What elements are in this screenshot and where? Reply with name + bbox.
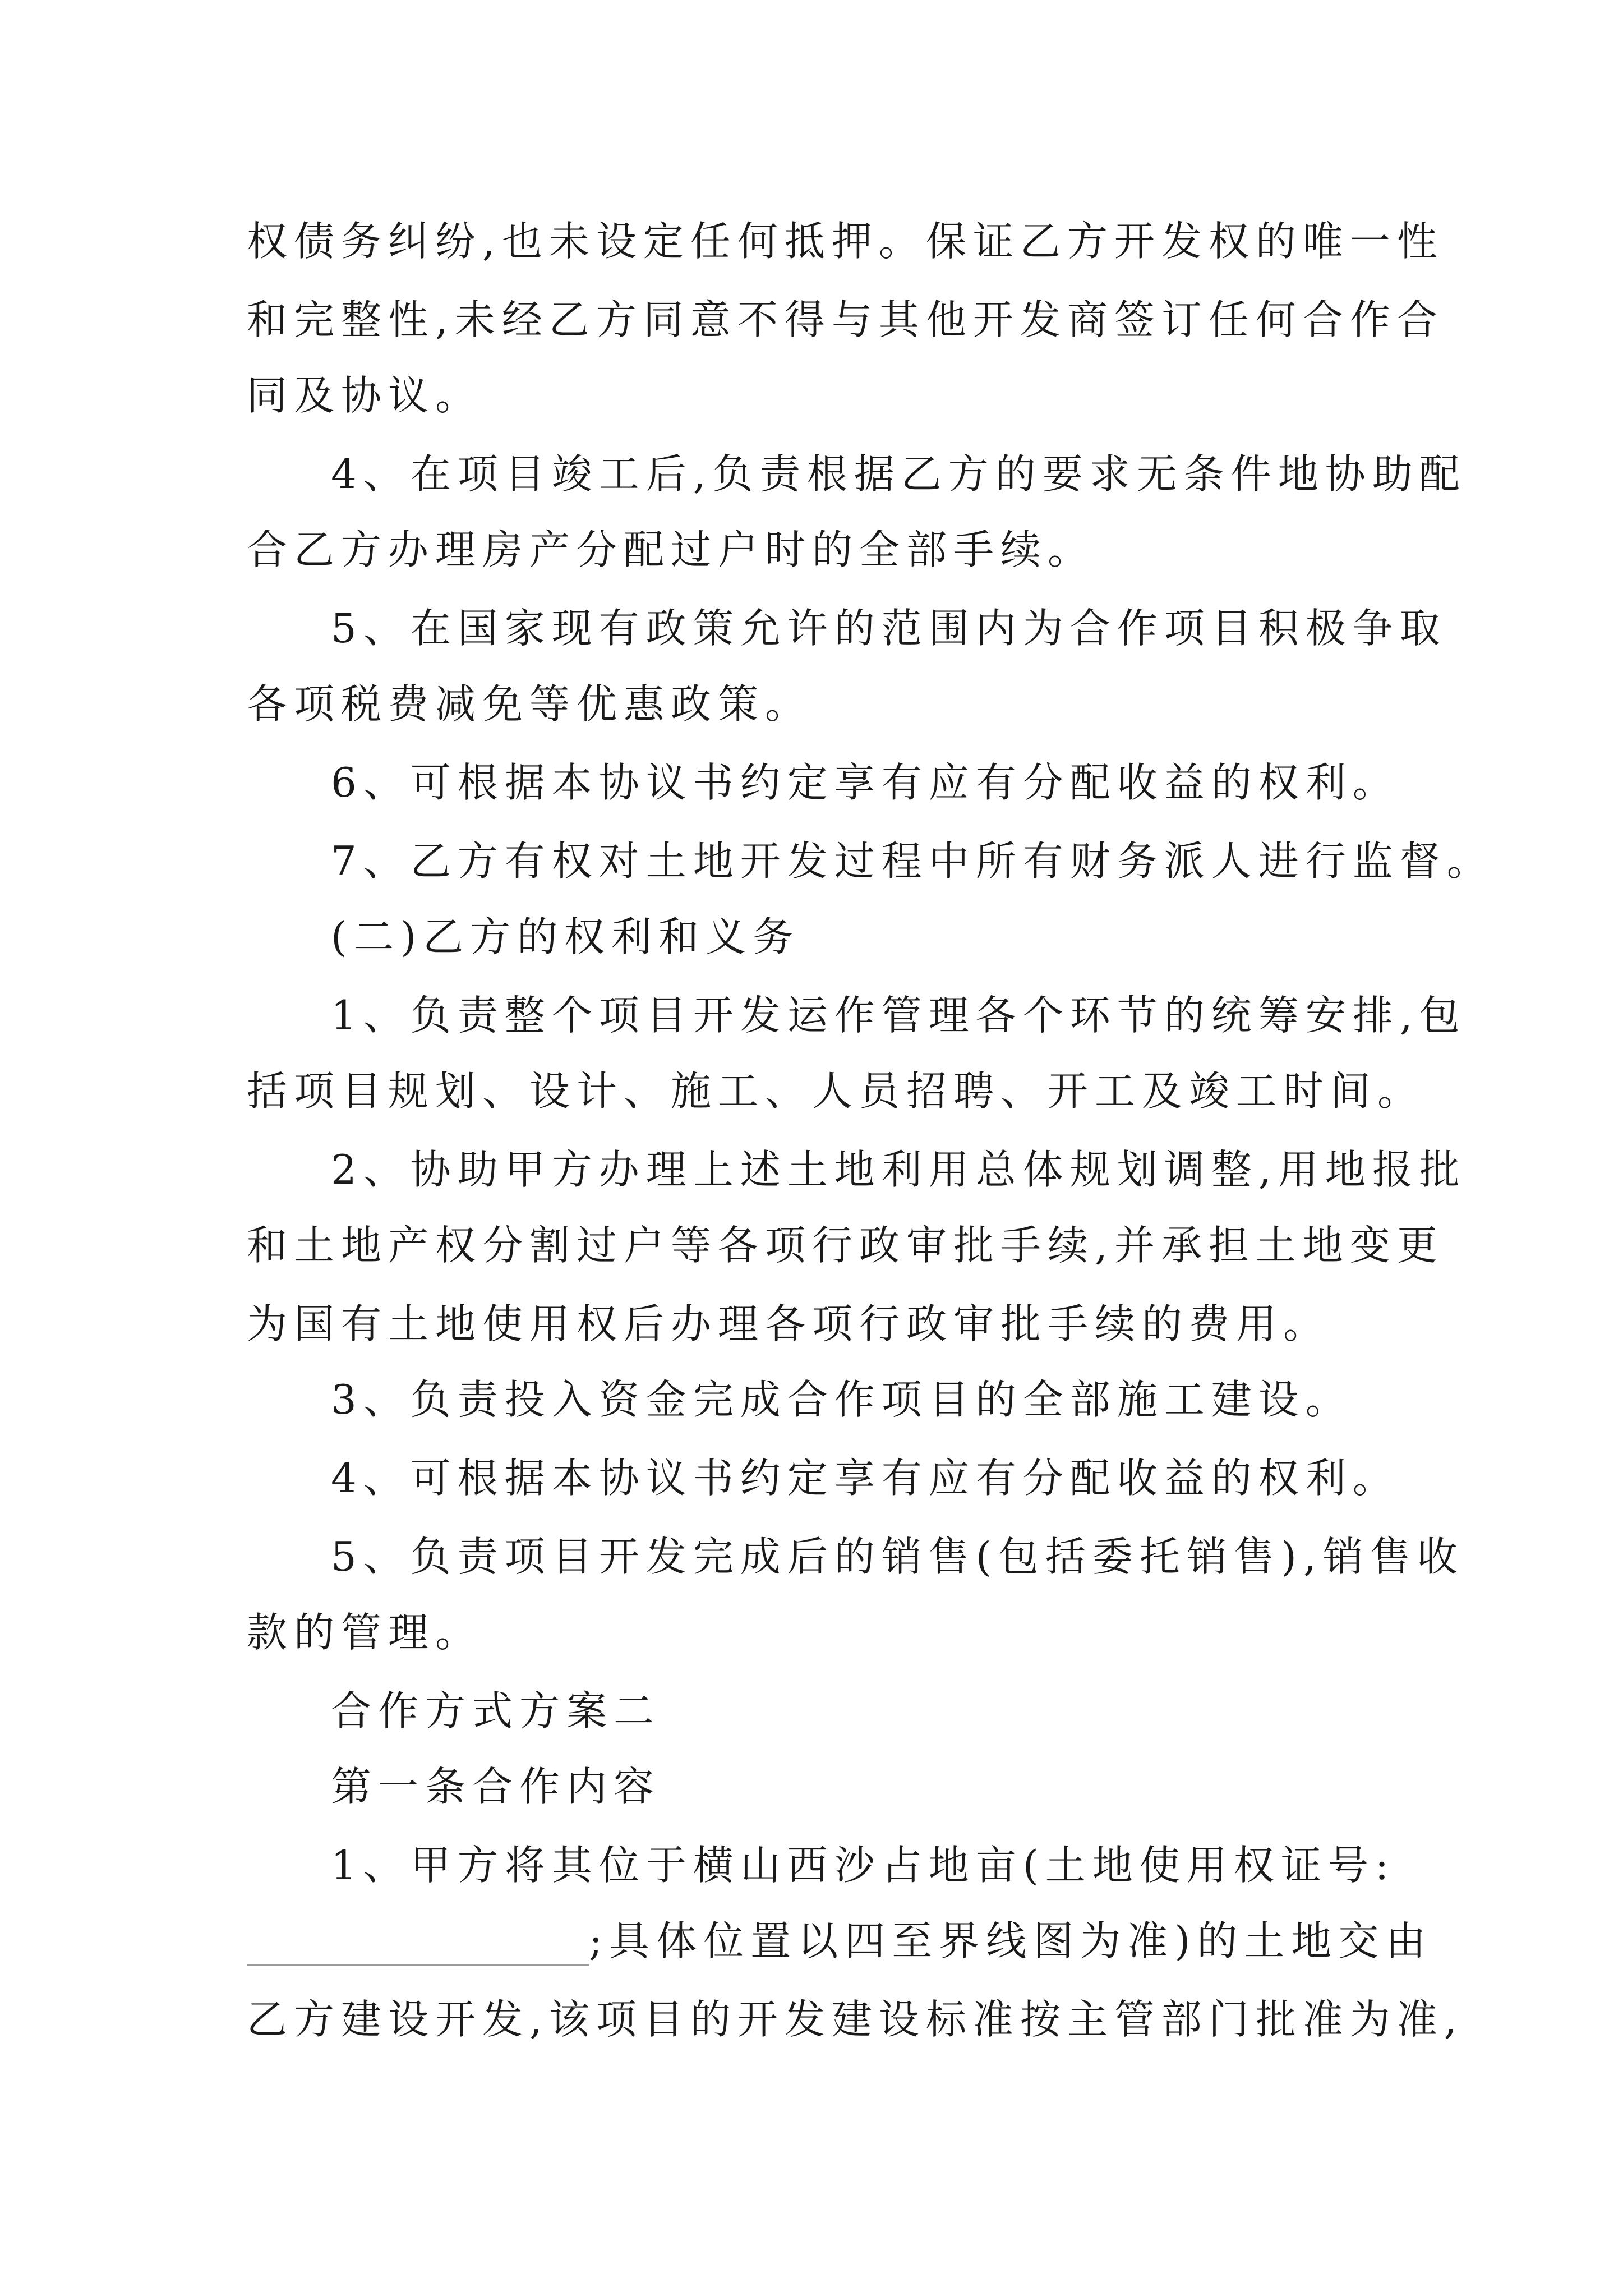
paragraph-line: 2、协助甲方办理上述土地利用总体规划调整,用地报批	[331, 1146, 1467, 1193]
paragraph-line: 乙方建设开发,该项目的开发建设标准按主管部门批准为准,	[247, 1996, 1464, 2043]
paragraph-line: 和土地产权分割过户等各项行政审批手续,并承担土地变更	[247, 1222, 1444, 1269]
fill-in-blank	[247, 1925, 589, 1966]
paragraph-line: 括项目规划、设计、施工、人员招聘、开工及竣工时间。	[247, 1068, 1425, 1115]
paragraph-line: 3、负责投入资金完成合作项目的全部施工建设。	[331, 1376, 1353, 1423]
paragraph-line: 4、在项目竣工后,负责根据乙方的要求无条件地协助配	[331, 450, 1467, 498]
paragraph-line: 4、可根据本协议书约定享有应有分配收益的权利。	[331, 1455, 1400, 1502]
section-heading: 合作方式方案二	[331, 1687, 661, 1734]
paragraph-line: 6、可根据本协议书约定享有应有分配收益的权利。	[331, 759, 1400, 806]
paragraph-line: 1、甲方将其位于横山西沙占地亩(土地使用权证号:	[331, 1842, 1396, 1889]
paragraph-text: ;具体位置以四至界线图为准)的土地交由	[589, 1917, 1433, 1964]
paragraph-line: 和完整性,未经乙方同意不得与其他开发商签订任何合作合	[247, 296, 1444, 343]
article-heading: 第一条合作内容	[331, 1763, 661, 1810]
paragraph-line: 合乙方办理房产分配过户时的全部手续。	[247, 526, 1095, 573]
paragraph-line: 款的管理。	[247, 1609, 483, 1656]
paragraph-line: 1、负责整个项目开发运作管理各个环节的统筹安排,包	[331, 992, 1467, 1039]
paragraph-line: 各项税费减免等优惠政策。	[247, 680, 813, 728]
paragraph-line: 权债务纠纷,也未设定任何抵押。保证乙方开发权的唯一性	[247, 218, 1444, 265]
paragraph-line: 5、在国家现有政策允许的范围内为合作项目积极争取	[331, 605, 1447, 652]
paragraph-line: 同及协议。	[247, 372, 483, 419]
paragraph-line: 为国有土地使用权后办理各项行政审批手续的费用。	[247, 1300, 1331, 1347]
paragraph-line: 7、乙方有权对土地开发过程中所有财务派人进行监督。	[331, 838, 1494, 885]
paragraph-line-with-blank	[247, 1916, 1432, 1966]
section-heading: (二)乙方的权利和义务	[331, 913, 800, 960]
paragraph-line: 5、负责项目开发完成后的销售(包括委托销售),销售收	[331, 1533, 1464, 1580]
